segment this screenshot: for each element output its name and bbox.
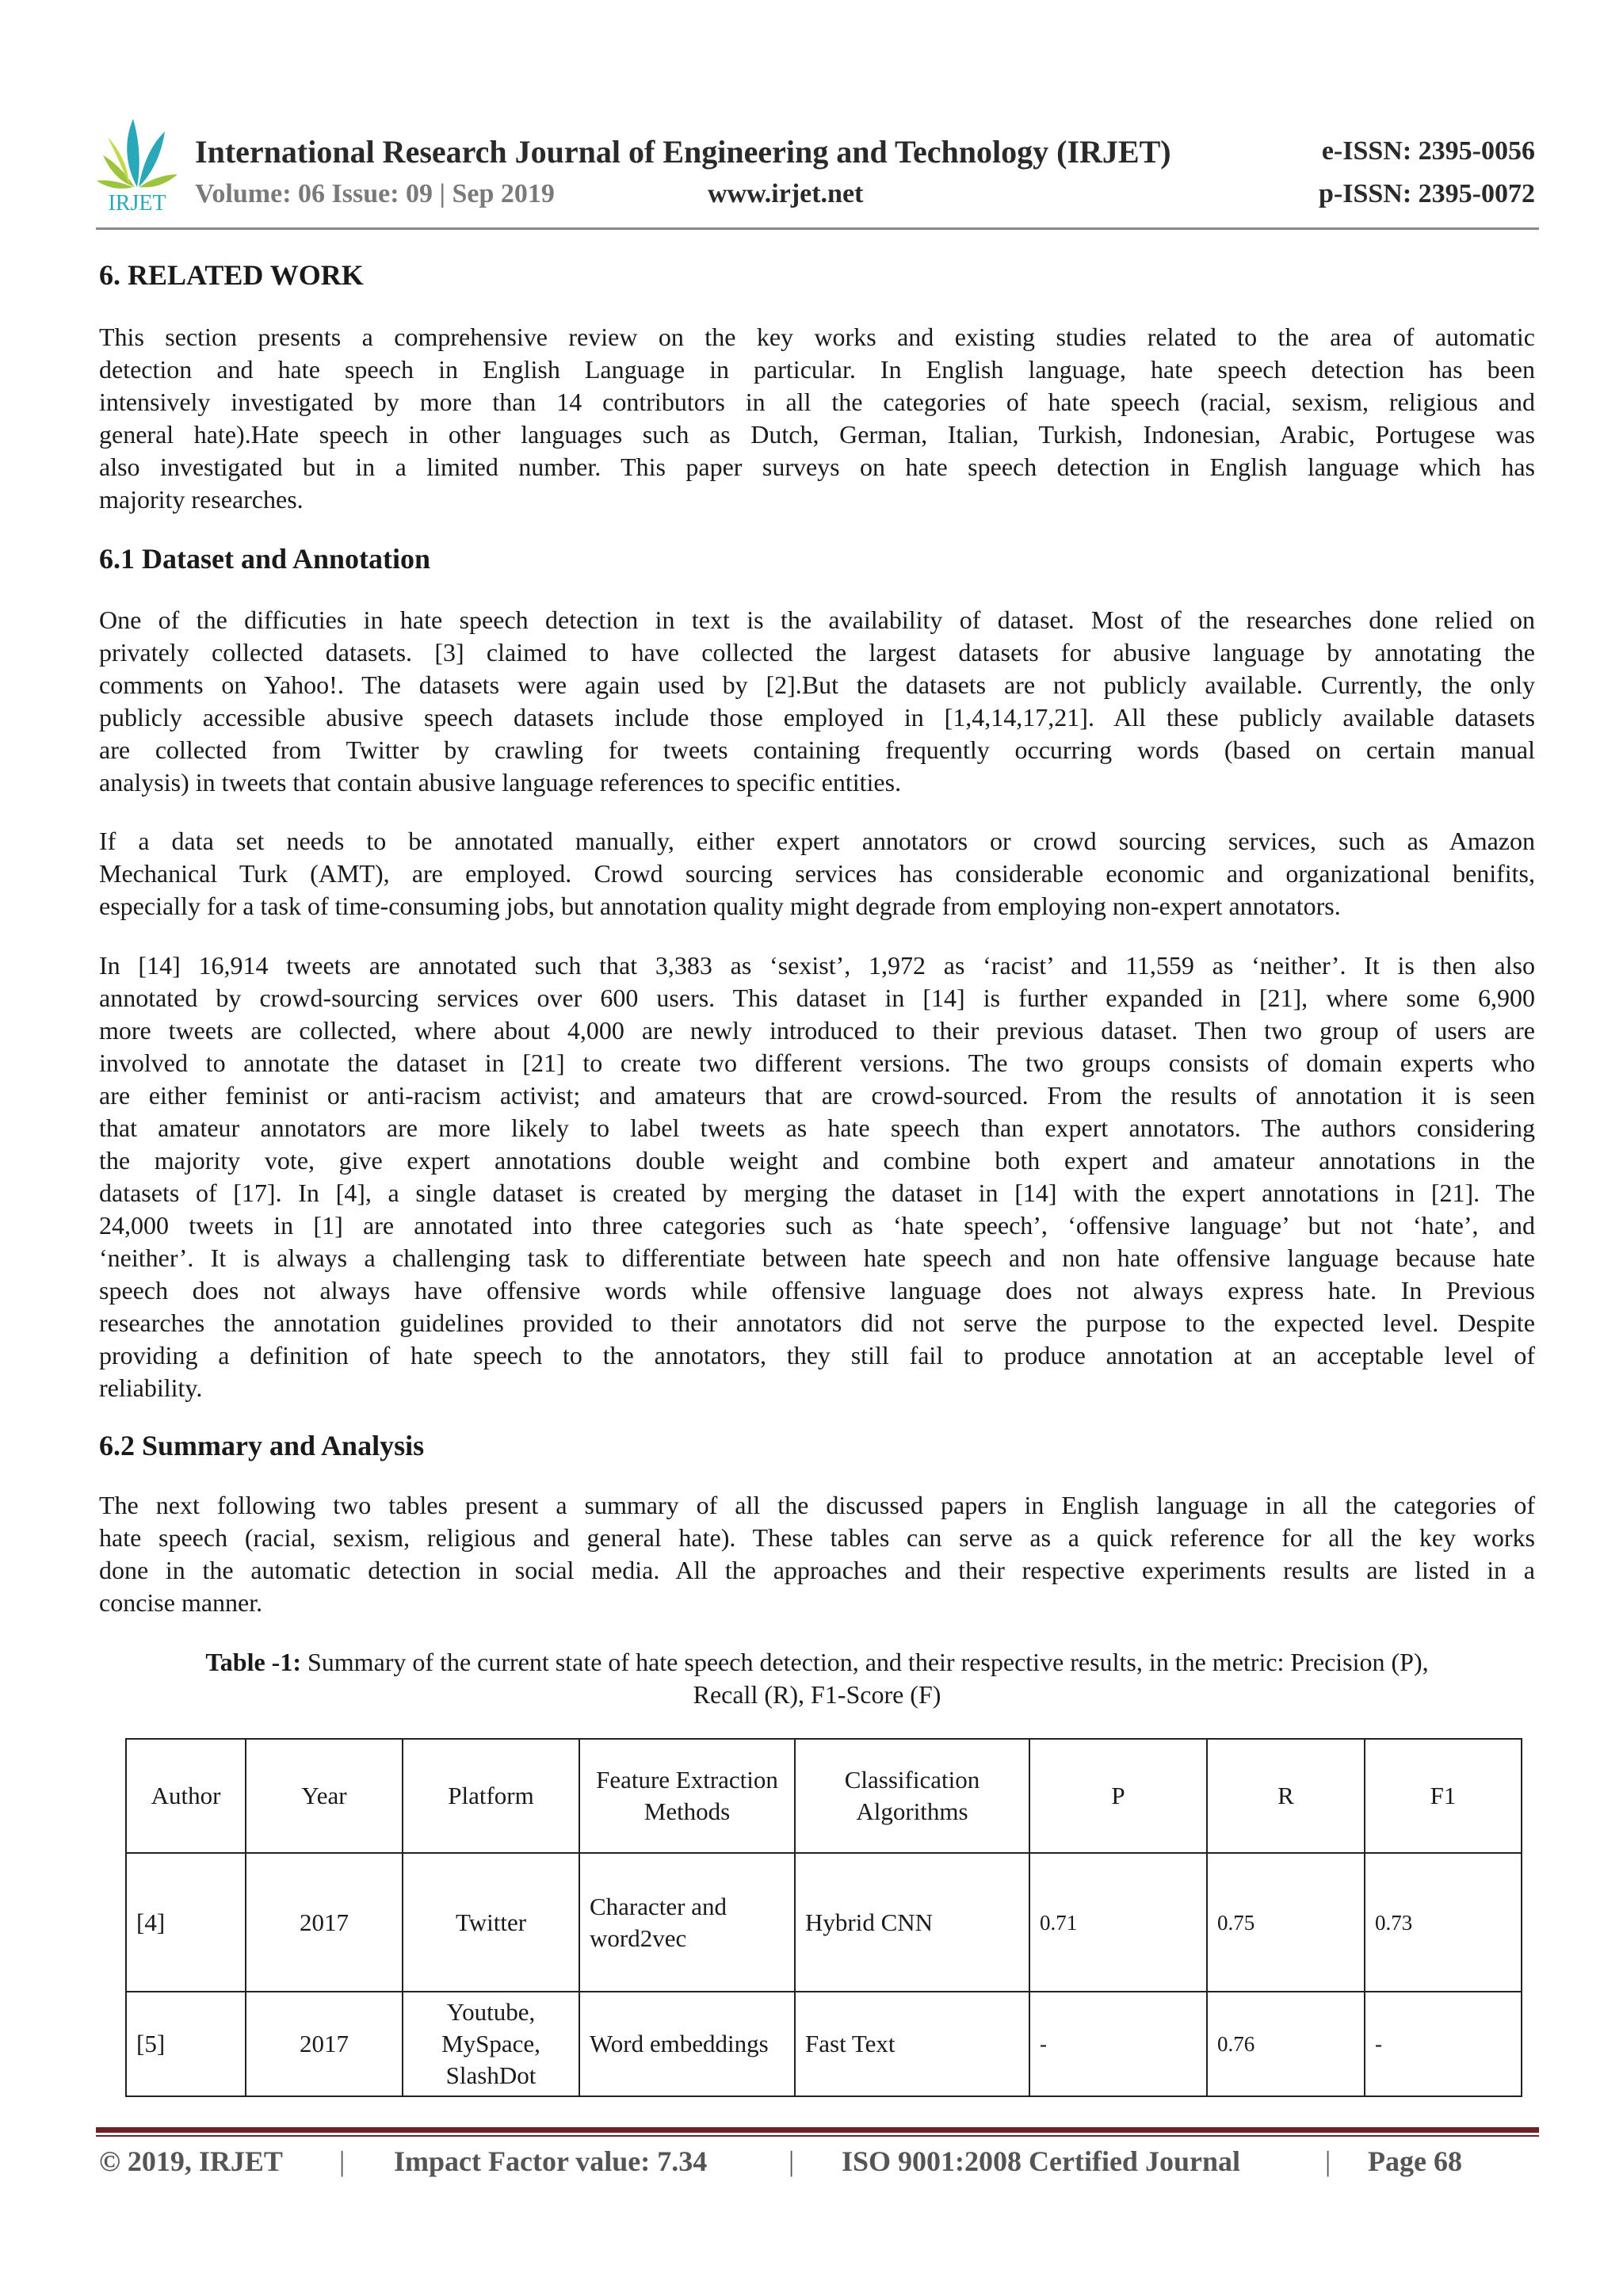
footer-impact-factor: Impact Factor value: 7.34 bbox=[394, 2145, 708, 2177]
paragraph-line: researches the annotation guidelines provided to their annotators did not serve the purpose to the expected level. Despite bbox=[99, 1308, 1535, 1337]
cell-platform: Youtube, MySpace, SlashDot bbox=[403, 1992, 579, 2096]
paragraph-line: done in the automatic detection in social media. All the approaches and their respective experiments results are listed in a bbox=[99, 1556, 1535, 1584]
logo-leaves-icon bbox=[94, 117, 181, 190]
paragraph-line: This section presents a comprehensive review on the key works and existing studies related to the area of automatic bbox=[99, 323, 1535, 351]
summary-table bbox=[125, 1738, 1522, 2097]
cell-p: - bbox=[1029, 1992, 1207, 2096]
footer-divider bbox=[96, 2127, 1539, 2133]
related-work-paragraph bbox=[99, 321, 1535, 516]
paragraph-line: publicly accessible abusive speech datasets include those employed in [1,4,14,17,21]. All these publicly available datasets bbox=[99, 703, 1535, 732]
cell-f1: - bbox=[1365, 1992, 1522, 2096]
paragraph-line: especially for a task of time-consuming jobs, but annotation quality might degrade from employing non-expert annotators. bbox=[99, 892, 1341, 920]
journal-title: International Research Journal of Engineering and Technology (IRJET) bbox=[195, 134, 1171, 170]
paragraph-line: concise manner. bbox=[99, 1588, 263, 1617]
footer-iso: ISO 9001:2008 Certified Journal bbox=[842, 2145, 1240, 2177]
header-platform: Platform bbox=[403, 1739, 579, 1853]
logo-text: IRJET bbox=[108, 191, 166, 216]
p-issn: p-ISSN: 2395-0072 bbox=[1319, 179, 1535, 208]
section-heading-summary: 6.2 Summary and Analysis bbox=[99, 1430, 425, 1461]
paragraph-line: comments on Yahoo!. The datasets were again used by [2].But the datasets are not publicly available. Currently, the only bbox=[99, 670, 1535, 699]
paragraph-line: analysis) in tweets that contain abusive language references to specific entities. bbox=[99, 768, 902, 797]
footer-page-number: Page 68 bbox=[1368, 2145, 1462, 2177]
footer-separator: | bbox=[789, 2145, 795, 2177]
footer-separator: | bbox=[1325, 2145, 1331, 2177]
paragraph-line: more tweets are collected, where about 4,000 are newly introduced to their previous dataset. Then two group of users are bbox=[99, 1016, 1535, 1045]
paragraph-line: that amateur annotators are more likely to label tweets as hate speech than expert annotators. The authors considering bbox=[99, 1114, 1535, 1142]
paragraph-line: Mechanical Turk (AMT), are employed. Crowd sourcing services has considerable economic and organizational benifits, bbox=[99, 859, 1535, 888]
paragraph-line: hate speech (racial, sexism, religious and general hate). These tables can serve as a quick reference for all the key works bbox=[99, 1523, 1535, 1552]
paragraph-line: the majority vote, give expert annotations double weight and combine both expert and amateur annotations in the bbox=[99, 1146, 1535, 1175]
section-heading-dataset: 6.1 Dataset and Annotation bbox=[99, 543, 431, 575]
cell-year: 2017 bbox=[246, 1992, 403, 2096]
paragraph-line: detection and hate speech in English Language in particular. In English language, hate speech detection has been bbox=[99, 355, 1535, 384]
footer-divider-thin bbox=[96, 2135, 1539, 2137]
cell-platform: Twitter bbox=[403, 1853, 579, 1992]
journal-website[interactable]: www.irjet.net bbox=[708, 179, 864, 208]
header-divider bbox=[96, 227, 1539, 230]
dataset-paragraph-3 bbox=[99, 949, 1535, 1404]
table-caption-text: Summary of the current state of hate speech detection, and their respective results, in the metric: Precision (P), bbox=[300, 1648, 1429, 1676]
cell-f1: 0.73 bbox=[1365, 1853, 1522, 1992]
journal-logo bbox=[94, 117, 181, 216]
paragraph-line: annotated by crowd-sourcing services over 600 users. This dataset in [14] is further expanded in [21], where some 6,900 bbox=[99, 984, 1535, 1012]
cell-r: 0.76 bbox=[1207, 1992, 1365, 2096]
e-issn: e-ISSN: 2395-0056 bbox=[1321, 136, 1535, 166]
header-year: Year bbox=[246, 1739, 403, 1853]
paragraph-line: majority researches. bbox=[99, 485, 304, 514]
paragraph-line: The next following two tables present a summary of all the discussed papers in English language in all the categories of bbox=[99, 1491, 1535, 1519]
paragraph-line: are either feminist or anti-racism activist; and amateurs that are crowd-sourced. From the results of annotation it is seen bbox=[99, 1081, 1535, 1110]
footer-copyright: © 2019, IRJET bbox=[99, 2145, 283, 2177]
cell-feature: Word embeddings bbox=[579, 1992, 795, 2096]
paragraph-line: If a data set needs to be annotated manually, either expert annotators or crowd sourcing services, such as Amazon bbox=[99, 827, 1535, 855]
cell-classifier: Hybrid CNN bbox=[795, 1853, 1029, 1992]
cell-feature: Character and word2vec bbox=[579, 1853, 795, 1992]
header-f1: F1 bbox=[1365, 1739, 1522, 1853]
header-classification: Classification Algorithms bbox=[795, 1739, 1029, 1853]
volume-info: Volume: 06 Issue: 09 | Sep 2019 bbox=[195, 179, 555, 208]
header-p: P bbox=[1029, 1739, 1207, 1853]
paragraph-line: also investigated but in a limited number. This paper surveys on hate speech detection in English language which has bbox=[99, 453, 1535, 481]
paragraph-line: In [14] 16,914 tweets are annotated such that 3,383 as ‘sexist’, 1,972 as ‘racist’ and 11,559 as ‘neither’. It is then also bbox=[99, 951, 1535, 980]
paragraph-line: providing a definition of hate speech to the annotators, they still fail to produce annotation at an acceptable level of bbox=[99, 1341, 1535, 1370]
paragraph-line: general hate).Hate speech in other languages such as Dutch, German, Italian, Turkish, Indonesian, Arabic, Portugese was bbox=[99, 420, 1535, 449]
cell-year: 2017 bbox=[246, 1853, 403, 1992]
table-row bbox=[126, 1992, 1522, 2096]
paragraph-line: involved to annotate the dataset in [21] to create two different versions. The two groups consists of domain experts who bbox=[99, 1049, 1535, 1077]
table-row bbox=[126, 1853, 1522, 1992]
footer-separator: | bbox=[339, 2145, 346, 2177]
table-caption bbox=[99, 1646, 1535, 1711]
paragraph-line: 24,000 tweets in [1] are annotated into three categories such as ‘hate speech’, ‘offensive language’ but not ‘hate’, and bbox=[99, 1211, 1535, 1240]
cell-p: 0.71 bbox=[1029, 1853, 1207, 1992]
summary-paragraph bbox=[99, 1489, 1535, 1619]
cell-r: 0.75 bbox=[1207, 1853, 1365, 1992]
cell-author: [5] bbox=[126, 1992, 246, 2096]
paragraph-line: speech does not always have offensive words while offensive language does not always express hate. In Previous bbox=[99, 1276, 1535, 1305]
dataset-paragraph-2 bbox=[99, 825, 1535, 923]
paragraph-line: intensively investigated by more than 14 contributors in all the categories of hate speech (racial, sexism, religious and bbox=[99, 388, 1535, 416]
paragraph-line: datasets of [17]. In [4], a single dataset is created by merging the dataset in [14] with the expert annotations in [21]. The bbox=[99, 1179, 1535, 1207]
header-author: Author bbox=[126, 1739, 246, 1853]
table-header-row bbox=[126, 1739, 1522, 1853]
paragraph-line: One of the difficuties in hate speech detection in text is the availability of dataset. Most of the researches done relied on bbox=[99, 606, 1535, 634]
paragraph-line: reliability. bbox=[99, 1373, 203, 1402]
paragraph-line: privately collected datasets. [3] claimed to have collected the largest datasets for abusive language by annotating the bbox=[99, 638, 1535, 667]
paragraph-line: are collected from Twitter by crawling for tweets containing frequently occurring words (based on certain manual bbox=[99, 735, 1535, 764]
section-heading-related-work: 6. RELATED WORK bbox=[99, 259, 364, 291]
table-caption-label: Table -1: bbox=[205, 1648, 301, 1676]
cell-classifier: Fast Text bbox=[795, 1992, 1029, 2096]
dataset-paragraph-1 bbox=[99, 604, 1535, 799]
header-feature-extraction: Feature Extraction Methods bbox=[579, 1739, 795, 1853]
paragraph-line: ‘neither’. It is always a challenging task to differentiate between hate speech and non hate offensive language because hate bbox=[99, 1244, 1535, 1272]
cell-author: [4] bbox=[126, 1853, 246, 1992]
header-r: R bbox=[1207, 1739, 1365, 1853]
table-caption-text-2: Recall (R), F1-Score (F) bbox=[693, 1680, 941, 1709]
